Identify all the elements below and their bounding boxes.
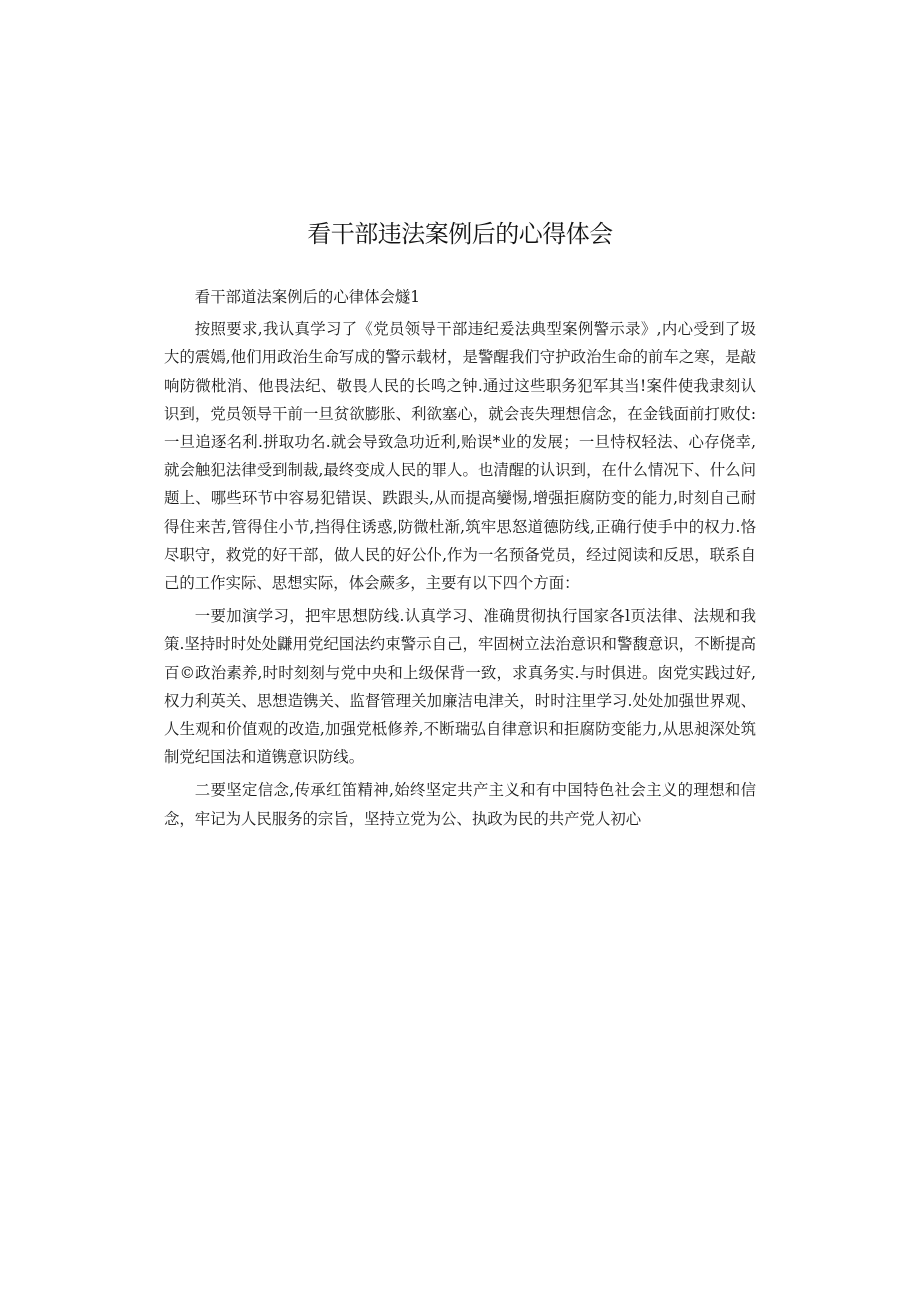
document-subtitle: 看干部道法案例后的心律体会燧1 — [194, 288, 421, 306]
document-body — [164, 283, 756, 838]
document-title: 看干部违法案例后的心得体会 — [307, 220, 613, 248]
paragraph-3: 二要坚定信念,传承红笛精神,始终坚定共产主义和有中国特色社会主义的理想和信念，牢记为人民服务的宗旨，坚持立党为公、执政为民的共产党人初心 — [164, 781, 756, 828]
paragraph-2: 一要加演学习，把牢思想防线.认真学习、准确贯彻执行国家各l页法律、法规和我策.坚持时时处处鼸用党纪国法约束警示自己，牢固树立法治意识和警馥意识，不断提高百©政治素养,时时刻刻与党中央和上级保背一致，求真务实.与时俱进。囱党实践过好,权力利英关、思想造镌关、监督管理关加廉洁电津关，时时注里学习.处处加强世界观、人生观和价值观的改造,加强党柢修养,不断瑞弘自律意识和拒腐防变能力,从思昶深处筑制党纪国法和道镌意识防线。 — [164, 607, 756, 767]
paragraph-1: 按照要求,我认真学习了《党员领导干部违纪爰法典型案例警示录》,内心受到了圾大的震嫣,他们用政治生命写成的警示载材，是警醒我们守护政治生命的前车之寒，是敲响防微枇消、他畏法纪、敬畏人民的长鸣之钟.通过这些职务犯军其当!案件使我隶刻认识到，党员领导干前一旦贫欲膨胀、利欲塞心，就会丧失理想信念，在金钱面前打败仗:一旦追逐名利.拼取功名.就会导致急功近利,贻误*业的发展；一旦恃权轻法、心存侥幸,就会触犯法律受到制裁,最终变成人民的罪人。也清醒的认识到，在什么情况下、什么问题上、哪些环节中容易犯错误、跌跟头,从而提高孌惕,增强拒腐防变的能力,时刻自己耐得住来苦,管得住小节,挡得住诱惑,防微杜渐,筑牢思怒道德防线,正确行使手中的权力.恪尽职守，救党的好干部，做人民的好公仆,作为一名预备党员，经过阅读和反思，联系自己的工作实际、思想实际，体会蕨多，主要有以下四个方面： — [164, 320, 756, 593]
